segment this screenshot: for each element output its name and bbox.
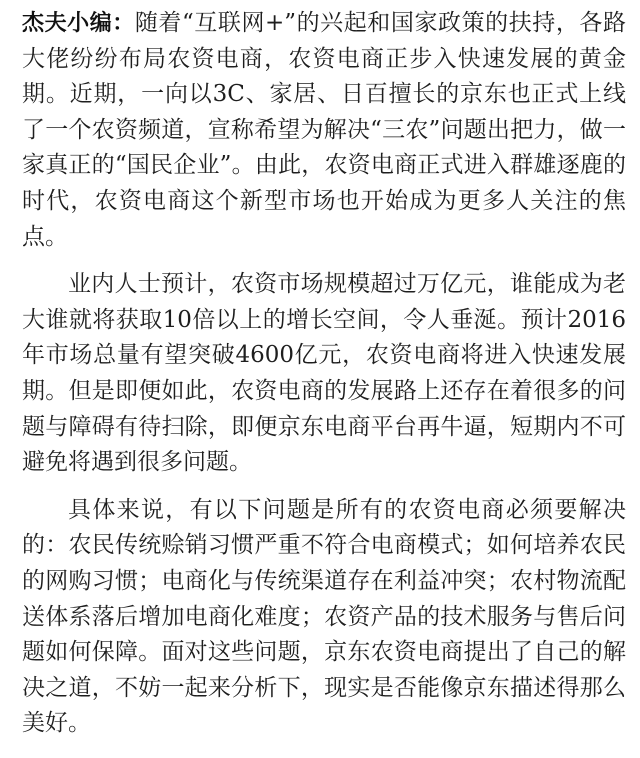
author-label: 杰夫小编：	[22, 11, 135, 36]
article-paragraph-2: 业内人士预计，农资市场规模超过万亿元，谁能成为老大谁就将获取10倍以上的增长空间，令人垂涎。预计2016年市场总量有望突破4600亿元，农资电商将进入快速发展期。但是即便如此，农资电商的发展路上还存在着很多的问题与障碍有待扫除，即便京东电商平台再牛逼，短期内不可避免将遇到很多问题。	[22, 271, 626, 476]
article-paragraph-3: 具体来说，有以下问题是所有的农资电商必须要解决的：农民传统赊销习惯严重不符合电商模式；如何培养农民的网购习惯；电商化与传统渠道存在利益冲突；农村物流配送体系落后增加电商化难度；农资产品的技术服务与售后问题如何保障。面对这些问题，京东农资电商提出了自己的解决之道，不妨一起来分析下，现实是否能像京东描述得那么美好。	[22, 496, 626, 737]
article-paragraph-1	[22, 6, 626, 255]
paragraph-1-text: 随着“互联网+”的兴起和国家政策的扶持，各路大佬纷纷布局农资电商，农资电商正步入快速发展的黄金期。近期，一向以3C、家居、日百擅长的京东也正式上线了一个农资频道，宣称希望为解决“三农”问题出把力，做一家真正的“国民企业”。由此，农资电商正式进入群雄逐鹿的时代，农资电商这个新型市场也开始成为更多人关注的焦点。	[22, 10, 626, 250]
article-body	[22, 6, 626, 742]
